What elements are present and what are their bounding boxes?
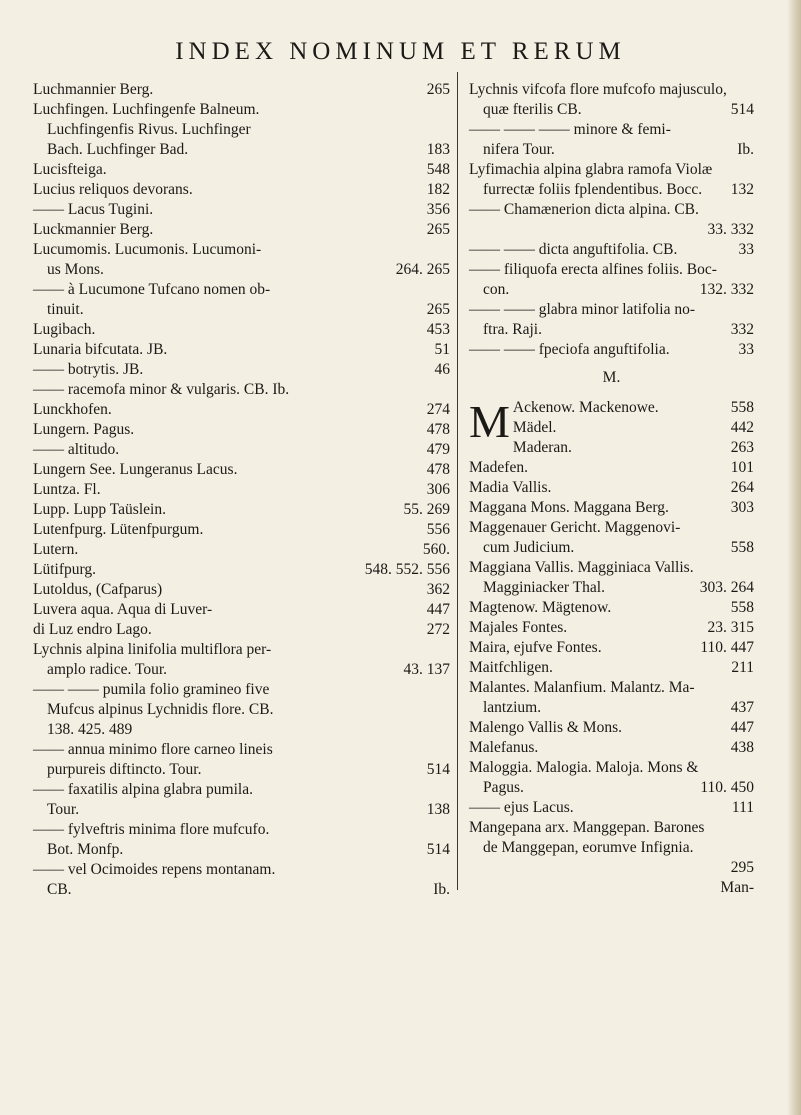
index-entry <box>469 558 754 578</box>
index-entry <box>469 818 754 838</box>
entry-text: —— racemofa minor & vulgaris. CB. Ib. <box>33 381 290 398</box>
index-entry <box>33 220 450 240</box>
index-entry <box>33 80 450 100</box>
entry-page-ref: 33 <box>738 341 754 358</box>
index-entry <box>33 520 450 540</box>
entry-text: Ackenow. Mackenowe. <box>512 399 659 416</box>
index-entry <box>33 240 450 260</box>
entry-text: —— —— pumila folio gramineo five <box>33 681 270 698</box>
entry-text: cum Judicium. <box>483 539 575 556</box>
index-entry <box>469 200 754 220</box>
entry-page-ref: 132 <box>730 181 754 198</box>
index-entry <box>33 680 450 700</box>
entry-text: Lyfimachia alpina glabra ramofa Violæ <box>469 161 713 178</box>
entry-page-ref: 110. 447 <box>700 639 754 656</box>
entry-text: Lupp. Lupp Taüslein. <box>33 501 166 518</box>
index-entry <box>33 500 450 520</box>
index-entry <box>33 400 450 420</box>
left-column <box>33 80 450 900</box>
entry-page-ref: 560. <box>422 541 450 558</box>
entry-page-ref: 437 <box>730 699 754 716</box>
entry-page-ref: 46 <box>434 361 450 378</box>
entry-page-ref: 303 <box>730 499 754 516</box>
entry-page-ref: 111 <box>731 799 754 816</box>
entry-text: Luntza. Fl. <box>33 481 101 498</box>
index-entry <box>33 600 450 620</box>
entry-text: Tour. <box>47 801 80 818</box>
section-letter: M. <box>602 369 621 386</box>
entry-text: Pagus. <box>483 779 524 796</box>
entry-text: tinuit. <box>47 301 84 318</box>
index-entry <box>33 800 450 820</box>
index-entry <box>469 100 754 120</box>
entry-text: Luchfingenfis Rivus. Luchfinger <box>47 121 251 138</box>
index-entry <box>469 698 754 718</box>
index-entry <box>33 840 450 860</box>
entry-text: Mangepana arx. Manggepan. Barones <box>469 819 705 836</box>
index-entry <box>469 140 754 160</box>
index-entry <box>33 760 450 780</box>
index-entry <box>469 160 754 180</box>
entry-page-ref: 558 <box>730 599 754 616</box>
right-column-top-entries <box>469 80 754 360</box>
entry-page-ref: 447 <box>730 719 754 736</box>
index-entry <box>33 200 450 220</box>
entry-text: amplo radice. Tour. <box>47 661 168 678</box>
entry-page-ref: 182 <box>426 181 450 198</box>
column-divider <box>457 72 458 890</box>
index-entry <box>33 120 450 140</box>
index-entry <box>469 578 754 598</box>
page-header: INDEX NOMINUM ET RERUM <box>175 38 626 65</box>
entry-text: Lutenfpurg. Lütenfpurgum. <box>33 521 204 538</box>
entry-text: —— botrytis. JB. <box>33 361 144 378</box>
index-entry <box>469 180 754 200</box>
right-column-m-entries <box>469 398 754 898</box>
index-entry <box>469 340 754 360</box>
entry-page-ref: 332 <box>730 321 754 338</box>
entry-text: —— faxatilis alpina glabra pumila. <box>33 781 253 798</box>
entry-page-ref: 295 <box>730 859 754 876</box>
index-entry <box>33 100 450 120</box>
entry-text: Luvera aqua. Aqua di Luver- <box>33 601 213 618</box>
entry-page-ref: Ib. <box>737 141 754 158</box>
entry-page-ref: 514 <box>426 761 450 778</box>
entry-text: —— Lacus Tugini. <box>33 201 154 218</box>
index-entry <box>469 718 754 738</box>
index-entry <box>469 598 754 618</box>
entry-text: Malantes. Malanfium. Malantz. Ma- <box>469 679 695 696</box>
entry-text: Maggenauer Gericht. Maggenovi- <box>469 519 681 536</box>
index-entry <box>469 758 754 778</box>
entry-text: Maggana Mons. Maggana Berg. <box>469 499 669 516</box>
entry-text: Maitfchligen. <box>469 659 553 676</box>
entry-text: purpureis diftincto. Tour. <box>47 761 202 778</box>
entry-page-ref: 356 <box>426 201 450 218</box>
entry-text: Bach. Luchfinger Bad. <box>47 141 189 158</box>
entry-page-ref: 43. 137 <box>403 661 450 678</box>
entry-page-ref: 265 <box>426 81 450 98</box>
entry-text: Lungern See. Lungeranus Lacus. <box>33 461 238 478</box>
entry-page-ref: 110. 450 <box>700 779 754 796</box>
index-entry <box>33 460 450 480</box>
entry-page-ref: 558 <box>730 539 754 556</box>
entry-page-ref: 556 <box>426 521 450 538</box>
index-entry <box>469 120 754 140</box>
index-entry <box>469 478 754 498</box>
index-entry <box>33 300 450 320</box>
entry-page-ref: 514 <box>426 841 450 858</box>
entry-text: —— à Lucumone Tufcano nomen ob- <box>33 281 271 298</box>
index-entry <box>33 380 450 400</box>
index-entry <box>33 720 450 740</box>
entry-text: Maloggia. Malogia. Maloja. Mons & <box>469 759 699 776</box>
drop-cap: M <box>469 396 510 447</box>
entry-text: Lungern. Pagus. <box>33 421 135 438</box>
entry-text: Lunckhofen. <box>33 401 112 418</box>
entry-text: —— fylveftris minima flore mufcufo. <box>33 821 270 838</box>
entry-text: Luckmannier Berg. <box>33 221 154 238</box>
entry-page-ref: 132. 332 <box>699 281 754 298</box>
entry-page-ref: 263 <box>730 439 754 456</box>
entry-text: Maderan. <box>512 439 572 456</box>
entry-page-ref: 33. 332 <box>707 221 754 238</box>
entry-text: de Manggepan, eorumve Infignia. <box>483 839 694 856</box>
index-entry <box>469 220 754 240</box>
index-entry <box>33 860 450 880</box>
index-entry <box>33 160 450 180</box>
entry-text: —— filiquofa erecta alfines foliis. Boc- <box>469 261 717 278</box>
entry-text: Maira, ejufve Fontes. <box>469 639 602 656</box>
index-entry <box>469 418 754 438</box>
entry-page-ref: 274 <box>426 401 450 418</box>
entry-text: —— annua minimo flore carneo lineis <box>33 741 273 758</box>
entry-text: furrectæ foliis fplendentibus. Bocc. <box>483 181 703 198</box>
entry-text: Lychnis vifcofa flore mufcofo majusculo, <box>469 81 727 98</box>
index-entry <box>469 778 754 798</box>
entry-page-ref: 479 <box>426 441 450 458</box>
entry-page-ref: 303. 264 <box>699 579 754 596</box>
index-entry <box>469 618 754 638</box>
index-entry <box>33 360 450 380</box>
index-entry <box>33 620 450 640</box>
index-entry <box>33 280 450 300</box>
entry-text: Lugibach. <box>33 321 96 338</box>
entry-text: Maggiana Vallis. Magginiaca Vallis. <box>469 559 694 576</box>
entry-text: us Mons. <box>47 261 104 278</box>
entry-page-ref: 183 <box>426 141 450 158</box>
index-entry <box>469 538 754 558</box>
index-entry <box>33 420 450 440</box>
entry-text: —— —— glabra minor latifolia no- <box>469 301 695 318</box>
index-entry <box>469 240 754 260</box>
index-entry <box>33 660 450 680</box>
index-entry <box>33 740 450 760</box>
entry-page-ref: 265 <box>426 221 450 238</box>
entry-text: CB. <box>47 881 72 898</box>
entry-text: Madefen. <box>469 459 528 476</box>
entry-page-ref: 33 <box>738 241 754 258</box>
entry-page-ref: 442 <box>730 419 754 436</box>
index-entry <box>33 640 450 660</box>
entry-page-ref: Man- <box>720 879 754 896</box>
entry-text: Madia Vallis. <box>469 479 552 496</box>
page-edge <box>787 0 801 1115</box>
entry-text: Mufcus alpinus Lychnidis flore. CB. <box>47 701 274 718</box>
entry-text: Bot. Monfp. <box>47 841 124 858</box>
entry-text: Lucius reliquos devorans. <box>33 181 193 198</box>
index-entry <box>469 858 754 878</box>
entry-page-ref: 264. 265 <box>395 261 450 278</box>
entry-page-ref: 101 <box>730 459 754 476</box>
index-entry <box>33 480 450 500</box>
entry-page-ref: 558 <box>730 399 754 416</box>
entry-text: Lutoldus, (Cafparus) <box>33 581 163 598</box>
index-entry <box>33 340 450 360</box>
entry-page-ref: 272 <box>426 621 450 638</box>
entry-page-ref: 264 <box>730 479 754 496</box>
entry-page-ref: 438 <box>730 739 754 756</box>
entry-text: —— Chamænerion dicta alpina. CB. <box>469 201 699 218</box>
entry-text: con. <box>483 281 510 298</box>
index-entry <box>33 440 450 460</box>
entry-text: Majales Fontes. <box>469 619 568 636</box>
entry-page-ref: 447 <box>426 601 450 618</box>
entry-text: —— —— —— minore & femi- <box>469 121 671 138</box>
index-entry <box>469 438 754 458</box>
entry-text: Malengo Vallis & Mons. <box>469 719 622 736</box>
entry-text: 138. 425. 489 <box>47 721 133 738</box>
index-entry <box>469 658 754 678</box>
entry-text: —— —— dicta anguftifolia. CB. <box>469 241 678 258</box>
entry-page-ref: 548 <box>426 161 450 178</box>
index-entry <box>469 838 754 858</box>
index-entry <box>33 700 450 720</box>
index-entry <box>33 780 450 800</box>
entry-text: —— vel Ocimoides repens montanam. <box>33 861 276 878</box>
entry-page-ref: 478 <box>426 421 450 438</box>
entry-text: Lucisfteiga. <box>33 161 107 178</box>
index-entry <box>469 678 754 698</box>
index-entry <box>33 880 450 900</box>
entry-page-ref: 51 <box>434 341 450 358</box>
entry-text: Magtenow. Mägtenow. <box>469 599 612 616</box>
index-entry <box>33 260 450 280</box>
index-entry <box>33 540 450 560</box>
index-entry <box>469 458 754 478</box>
entry-text: Lychnis alpina linifolia multiflora per- <box>33 641 272 658</box>
entry-text: Luchmannier Berg. <box>33 81 154 98</box>
entry-page-ref: 138 <box>426 801 450 818</box>
entry-text: —— altitudo. <box>33 441 120 458</box>
entry-text: nifera Tour. <box>483 141 555 158</box>
entry-text: Mädel. <box>512 419 557 436</box>
entry-page-ref: 23. 315 <box>707 619 754 636</box>
index-entry <box>33 320 450 340</box>
index-entry <box>469 738 754 758</box>
index-entry <box>33 140 450 160</box>
index-entry <box>469 498 754 518</box>
entry-page-ref: 55. 269 <box>403 501 450 518</box>
entry-text: Malefanus. <box>469 739 539 756</box>
entry-text: —— ejus Lacus. <box>469 799 574 816</box>
index-entry <box>469 280 754 300</box>
entry-text: di Luz endro Lago. <box>33 621 152 638</box>
index-entry <box>469 300 754 320</box>
index-entry <box>33 560 450 580</box>
entry-page-ref: 548. 552. 556 <box>364 561 450 578</box>
index-entry <box>469 798 754 818</box>
index-entry <box>33 180 450 200</box>
entry-text: Lunaria bifcutata. JB. <box>33 341 168 358</box>
right-column <box>469 80 754 898</box>
entry-text: Lutern. <box>33 541 79 558</box>
entry-text: Lucumomis. Lucumonis. Lucumoni- <box>33 241 262 258</box>
index-entry <box>33 580 450 600</box>
entry-text: lantzium. <box>483 699 542 716</box>
entry-text: Luchfingen. Luchfingenfe Balneum. <box>33 101 260 118</box>
index-entry <box>33 820 450 840</box>
entry-page-ref: 211 <box>731 659 754 676</box>
entry-text: ftra. Raji. <box>483 321 542 338</box>
entry-page-ref: 514 <box>730 101 754 118</box>
index-entry <box>469 518 754 538</box>
index-entry <box>469 878 754 898</box>
index-entry <box>469 80 754 100</box>
entry-page-ref: 306 <box>426 481 450 498</box>
entry-page-ref: 453 <box>426 321 450 338</box>
index-entry <box>469 638 754 658</box>
entry-text: —— —— fpeciofa anguftifolia. <box>469 341 670 358</box>
entry-page-ref: 265 <box>426 301 450 318</box>
entry-page-ref: 362 <box>426 581 450 598</box>
index-entry <box>469 260 754 280</box>
entry-text: quæ fterilis CB. <box>483 101 582 118</box>
index-entry <box>469 320 754 340</box>
entry-text: Magginiacker Thal. <box>483 579 605 596</box>
entry-page-ref: Ib. <box>433 881 450 898</box>
entry-page-ref: 478 <box>426 461 450 478</box>
entry-text: Lütifpurg. <box>33 561 96 578</box>
